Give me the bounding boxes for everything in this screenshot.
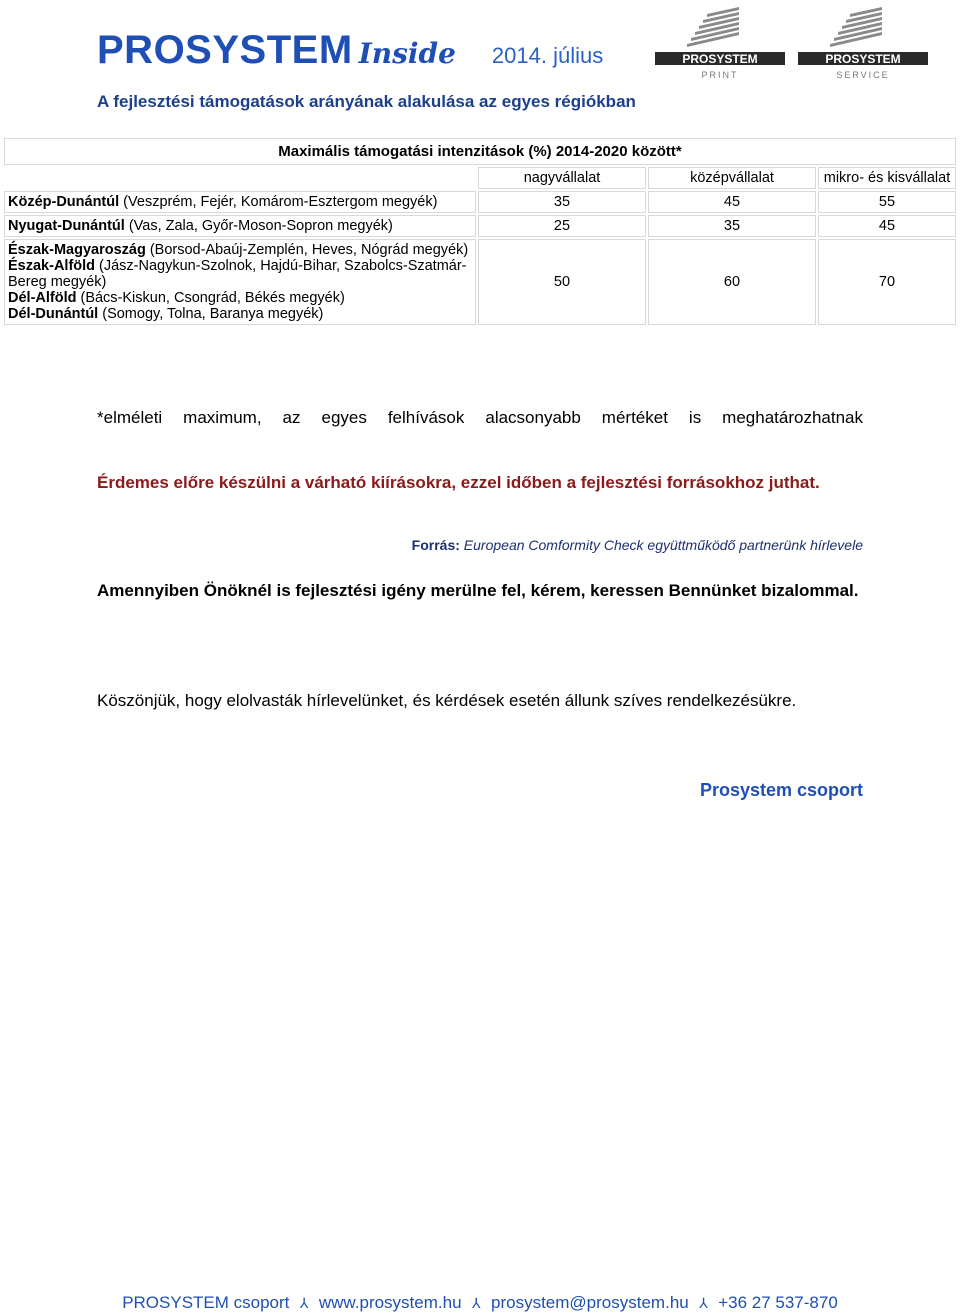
region-counties: (Bács-Kiskun, Csongrád, Békés megyék) <box>76 290 345 306</box>
separator-icon: ⅄ <box>699 1295 708 1311</box>
support-intensity-table <box>2 136 958 327</box>
value-medium: 35 <box>648 215 816 237</box>
footer-website-link[interactable]: www.prosystem.hu <box>318 1293 462 1312</box>
value-small: 70 <box>818 239 956 325</box>
col-header-small: mikro- és kisvállalat <box>818 167 956 189</box>
value-large: 25 <box>478 215 646 237</box>
separator-icon: ⅄ <box>472 1295 481 1311</box>
logo-print-sub: PRINT <box>701 70 739 80</box>
region-counties: (Jász-Nagykun-Szolnok, Hajdú-Bihar, Szabolcs-Szatmár-Bereg megyék) <box>8 258 467 290</box>
value-small: 45 <box>818 215 956 237</box>
value-medium: 45 <box>648 191 816 213</box>
newsletter-brand <box>97 28 603 78</box>
table-caption: Maximális támogatási intenzitások (%) 2014-2020 között* <box>4 138 956 165</box>
logo-service-sub: SERVICE <box>836 70 890 80</box>
region-name: Dél-Dunántúl <box>8 306 99 322</box>
value-medium: 60 <box>648 239 816 325</box>
table-row <box>4 191 956 213</box>
source-line <box>97 537 863 553</box>
contact-invitation: Amennyiben Önöknél is fejlesztési igény merülne fel, kérem, keressen Bennünket bizalommal. <box>97 581 859 600</box>
table-row <box>4 215 956 237</box>
brand-script-title: Inside <box>358 37 456 70</box>
brand-title: PROSYSTEM <box>97 28 353 72</box>
footer-company: PROSYSTEM csoport <box>122 1293 290 1312</box>
footer-phone: +36 27 537-870 <box>718 1293 838 1312</box>
page-subtitle: A fejlesztési támogatások arányának alakulása az egyes régiókban <box>97 92 636 111</box>
region-counties: (Veszprém, Fejér, Komárom-Esztergom megyék) <box>119 194 438 210</box>
region-cell <box>4 215 476 237</box>
table-row <box>4 239 956 325</box>
region-counties: (Somogy, Tolna, Baranya megyék) <box>98 306 324 322</box>
region-name: Észak-Alföld <box>8 258 96 274</box>
region-name: Dél-Alföld <box>8 290 77 306</box>
logo-service-name: PROSYSTEM <box>825 52 901 66</box>
region-counties: (Borsod-Abaúj-Zemplén, Heves, Nógrád megyék) <box>145 242 469 258</box>
table-header-spacer <box>4 167 476 189</box>
col-header-large: nagyvállalat <box>478 167 646 189</box>
signature: Prosystem csoport <box>699 780 863 800</box>
value-large: 50 <box>478 239 646 325</box>
region-name: Észak-Magyaroszág <box>8 242 146 258</box>
region-cell <box>4 191 476 213</box>
logo-print-name: PROSYSTEM <box>682 52 758 66</box>
footnote: *elméleti maximum, az egyes felhívások alacsonyabb mértéket is meghatározhatnak <box>97 408 863 427</box>
thanks-text: Köszönjük, hogy elolvasták hírlevelünket, és kérdések esetén állunk szíves rendelkezésükre. <box>97 691 797 710</box>
separator-icon: ⅄ <box>299 1295 309 1311</box>
source-label: Forrás: <box>411 537 460 553</box>
prosystem-print-logo <box>655 2 787 82</box>
advice-text: Érdemes előre készülni a várható kiírásokra, ezzel időben a fejlesztési forrásokhoz juthat. <box>97 473 820 492</box>
value-large: 35 <box>478 191 646 213</box>
region-name: Közép-Dunántúl <box>8 194 120 210</box>
prosystem-service-logo <box>798 2 930 82</box>
footer-email-link[interactable]: prosystem@prosystem.hu <box>491 1293 689 1312</box>
source-text: European Comformity Check együttműködő partnerünk hírlevele <box>459 537 863 553</box>
value-small: 55 <box>818 191 956 213</box>
region-name: Nyugat-Dunántúl <box>8 218 125 234</box>
col-header-medium: középvállalat <box>648 167 816 189</box>
region-cell <box>4 239 476 325</box>
region-counties: (Vas, Zala, Győr-Moson-Sopron megyék) <box>124 218 393 234</box>
page-footer <box>0 1293 960 1313</box>
issue-date: 2014. július <box>491 43 604 68</box>
